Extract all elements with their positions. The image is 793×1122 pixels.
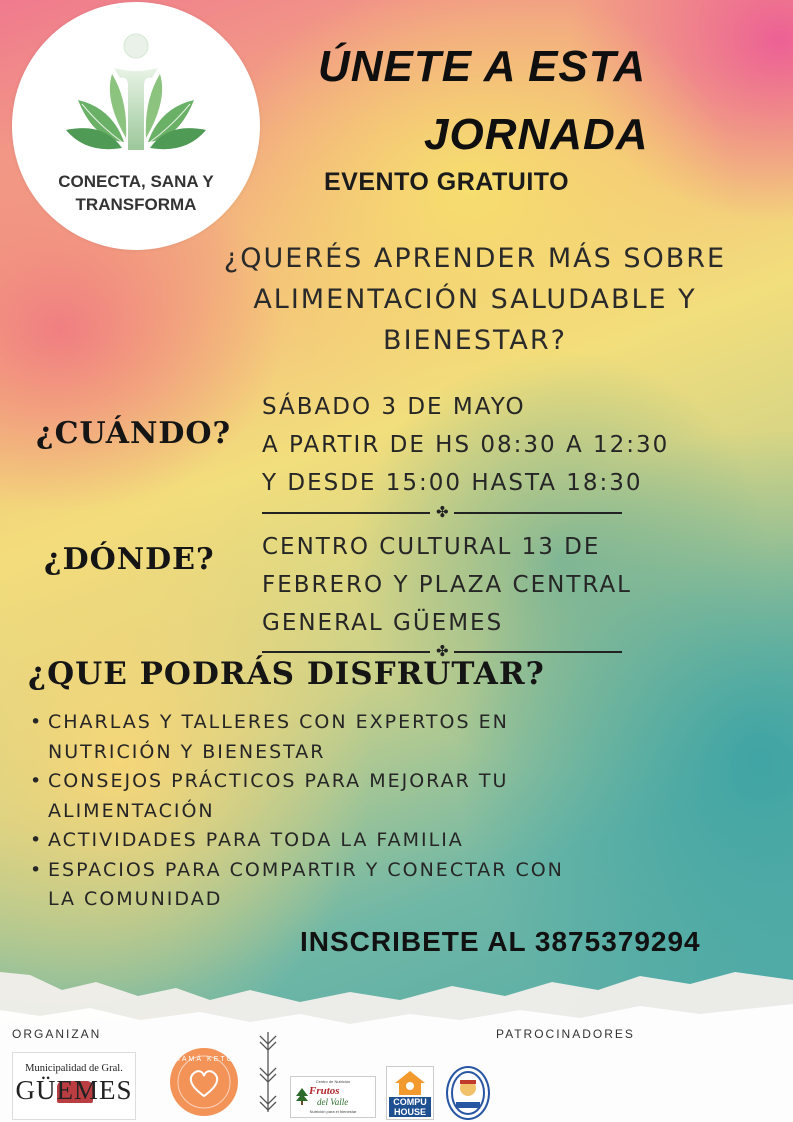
- organizers-label: ORGANIZAN: [12, 1027, 102, 1041]
- logo-line-2: TRANSFORMA: [75, 195, 197, 214]
- question-line-1: ¿QUERÉS APRENDER MÁS SOBRE: [223, 243, 727, 274]
- fleuron-icon: ✤: [436, 642, 449, 660]
- municipality-logo: Municipalidad de Gral. GÜEMES: [12, 1052, 136, 1120]
- enjoy-heading: ¿QUE PODRÁS DISFRUTAR?: [28, 656, 545, 692]
- when-line-3: Y DESDE 15:00 HASTA 18:30: [262, 470, 643, 496]
- question-line-2: ALIMENTACIÓN SALUDABLE Y: [253, 284, 697, 315]
- heart-icon: [170, 1048, 238, 1116]
- when-heading: ¿CUÁNDO?: [36, 416, 232, 451]
- sponsor-seal-logo: [446, 1066, 490, 1120]
- register-phone: INSCRIBETE AL 3875379294: [300, 926, 701, 957]
- compu-house-logo: COMPU HOUSE: [386, 1066, 434, 1120]
- list-item: • ESPACIOS PARA COMPARTIR Y CONECTAR CON LA COMUNIDAD: [28, 856, 564, 915]
- headline-line-2: JORNADA: [424, 110, 649, 159]
- where-heading: ¿DÓNDE?: [44, 542, 215, 577]
- where-line-3: GENERAL GÜEMES: [262, 610, 504, 636]
- list-item: • CONSEJOS PRÁCTICOS PARA MEJORAR TU ALIMENTACIÓN: [28, 767, 564, 826]
- house-icon: [387, 1067, 433, 1097]
- frutos-del-valle-logo: Centro de Nutrición Frutos del Valle Nutrición para el bienestar: [290, 1076, 376, 1118]
- when-line-2: A PARTIR DE HS 08:30 A 12:30: [262, 432, 670, 458]
- tree-icon: [294, 1087, 310, 1105]
- headline-line-1: ÚNETE A ESTA: [318, 42, 647, 91]
- when-line-1: SÁBADO 3 DE MAYO: [262, 394, 526, 420]
- fleuron-icon: ✤: [436, 503, 449, 521]
- sponsors-label: PATROCINADORES: [496, 1027, 635, 1041]
- logo-line-1: CONECTA, SANA Y: [58, 172, 214, 191]
- free-event-subtitle: EVENTO GRATUITO: [324, 168, 570, 196]
- where-line-2: FEBRERO Y PLAZA CENTRAL: [262, 572, 632, 598]
- list-item: • CHARLAS Y TALLERES CON EXPERTOS EN NUTRICIÓN Y BIENESTAR: [28, 708, 564, 767]
- where-line-1: CENTRO CULTURAL 13 DE: [262, 534, 601, 560]
- question-line-3: BIENESTAR?: [383, 325, 567, 356]
- mascot-emblem-icon: [448, 1068, 488, 1118]
- mama-keto-logo: MAMÁ KETO: [170, 1048, 238, 1116]
- list-item: • ACTIVIDADES PARA TODA LA FAMILIA: [28, 826, 564, 856]
